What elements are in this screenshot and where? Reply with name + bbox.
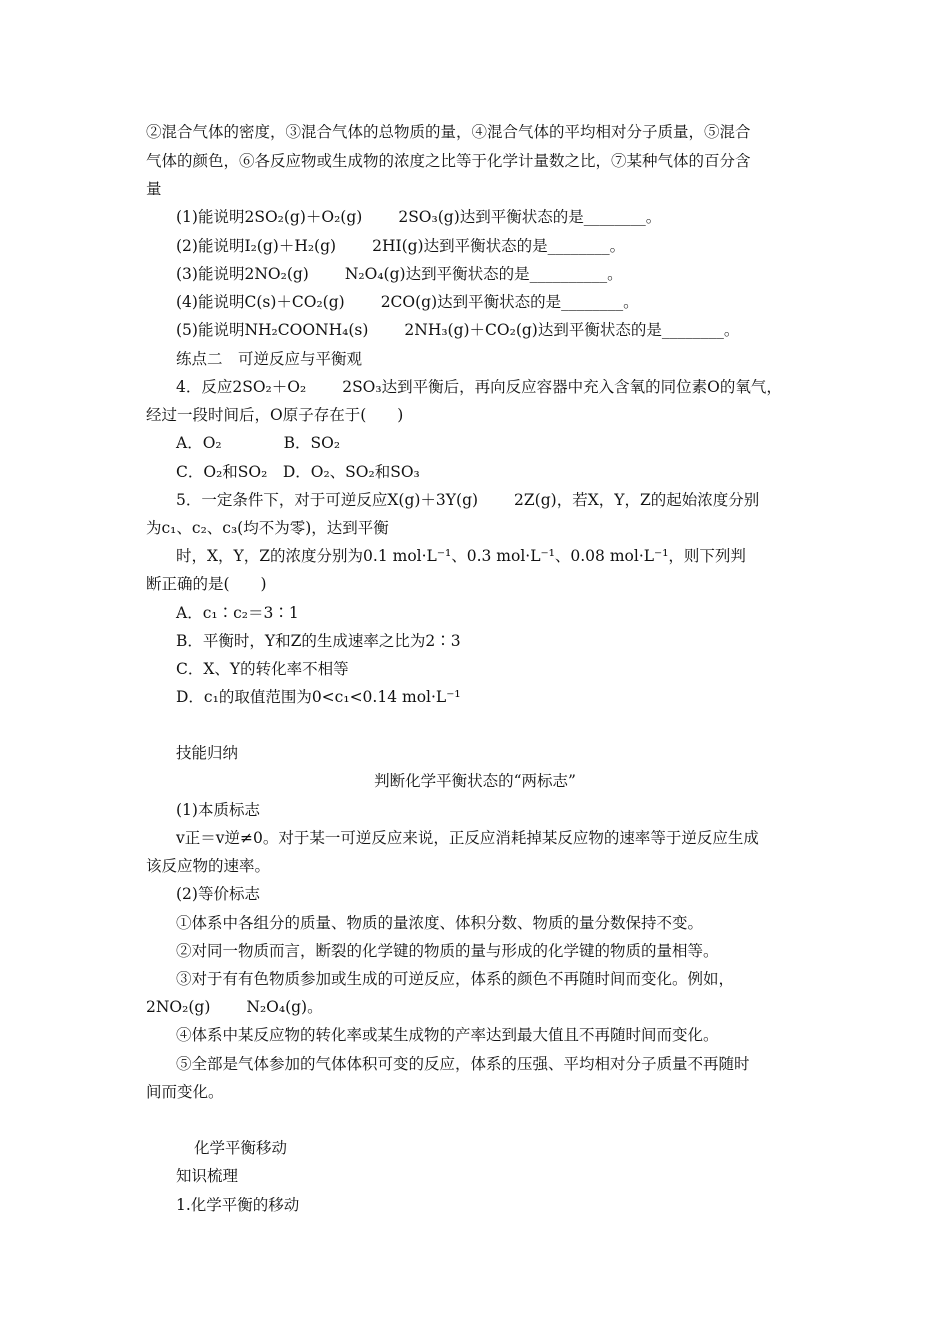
q3-item-5-eq-right: 2NH₃(g)＋CO₂(g) xyxy=(404,321,538,339)
q5-eq-left: X(g)＋3Y(g) xyxy=(387,491,479,509)
essence-line-1: v正＝v逆≠0。对于某一可逆反应来说，正反应消耗掉某反应物的速率等于逆反应生成 xyxy=(176,829,759,847)
q5-option-c: C．X、Y的转化率不相等 xyxy=(176,660,349,678)
section2-heading: 练点二 可逆反应与平衡观 xyxy=(176,350,363,368)
equiv-item-2: ②对同一物质而言，断裂的化学键的物质的量与形成的化学键的物质的量相等。 xyxy=(176,942,719,960)
skills-sub-1: (1)本质标志 xyxy=(176,801,260,819)
intro-line-2: 气体的颜色，⑥各反应物或生成物的浓度之比等于化学计量数之比，⑦某种气体的百分含 xyxy=(146,152,751,170)
q3-item-2-eq-right: 2HI(g) xyxy=(372,237,424,255)
q3-item-3-post: 达到平衡状态的是__________。 xyxy=(405,265,623,283)
q3-item-2-eq-left: I₂(g)＋H₂(g) xyxy=(244,237,337,255)
equiv-item-4: ④体系中某反应物的转化率或某生成物的产率达到最大值且不再随时间而变化。 xyxy=(176,1026,719,1044)
q3-item-2-pre: (2)能说明 xyxy=(176,237,245,255)
equiv-item-3: ③对于有有色物质参加或生成的可逆反应，体系的颜色不再随时间而变化。例如， xyxy=(176,970,735,988)
q3-item-1-eq-right: 2SO₃(g) xyxy=(398,208,460,226)
q3-item-5 xyxy=(176,317,739,344)
skills-title: 判断化学平衡状态的“两标志” xyxy=(374,772,576,790)
equiv-3-eq-right: N₂O₄(g)。 xyxy=(246,998,323,1016)
q3-item-5-post: 达到平衡状态的是________。 xyxy=(537,321,740,339)
q4-eq-right: 2SO₃ xyxy=(342,378,382,396)
q5-option-d: D．c₁的取值范围为0<c₁<0.14 mol·L⁻¹ xyxy=(176,688,461,706)
q3-item-3-pre: (3)能说明 xyxy=(176,265,245,283)
section3-sub: 知识梳理 xyxy=(176,1167,239,1185)
section3-heading: 化学平衡移动 xyxy=(194,1139,288,1157)
q3-item-4-eq-left: C(s)＋CO₂(g) xyxy=(244,293,345,311)
section3-item-1: 1.化学平衡的移动 xyxy=(176,1196,300,1214)
q5-pre: 5．一定条件下，对于可逆反应 xyxy=(176,491,388,509)
q5-post: ，若X，Y，Z的起始浓度分别 xyxy=(556,491,760,509)
q3-item-3 xyxy=(176,261,623,288)
equiv-item-3-example xyxy=(146,994,323,1021)
equiv-item-5-line-1: ⑤全部是气体参加的气体体积可变的反应，体系的压强、平均相对分子质量不再随时 xyxy=(176,1055,750,1073)
q5-line-4: 断正确的是( ) xyxy=(146,575,267,593)
q3-item-1 xyxy=(176,204,661,231)
q4-options-cd: C．O₂和SO₂ D．O₂、SO₂和SO₃ xyxy=(176,463,420,481)
q3-item-4 xyxy=(176,289,639,316)
intro-line-1: ②混合气体的密度，③混合气体的总物质的量，④混合气体的平均相对分子质量，⑤混合 xyxy=(146,123,751,141)
q3-item-2-post: 达到平衡状态的是________。 xyxy=(423,237,626,255)
q4-line-1 xyxy=(176,374,782,401)
intro-line-3: 量 xyxy=(146,180,162,198)
q5-option-a: A．c₁∶c₂＝3∶1 xyxy=(176,604,299,622)
equiv-3-eq-left: 2NO₂(g) xyxy=(146,998,211,1016)
q4-options-ab: A．O₂ B．SO₂ xyxy=(176,434,341,452)
skills-sub-2: (2)等价标志 xyxy=(176,885,260,903)
q5-line-1 xyxy=(176,487,759,514)
q3-item-4-pre: (4)能说明 xyxy=(176,293,245,311)
q3-item-1-post: 达到平衡状态的是________。 xyxy=(459,208,662,226)
q3-item-4-post: 达到平衡状态的是________。 xyxy=(437,293,639,311)
essence-line-2: 该反应物的速率。 xyxy=(146,857,271,875)
q3-item-1-pre: (1)能说明 xyxy=(176,208,245,226)
q3-item-5-eq-left: NH₂COONH₄(s) xyxy=(244,321,369,339)
q5-line-2: 为c₁、c₂、c₃(均不为零)，达到平衡 xyxy=(146,519,389,537)
equiv-item-5-line-2: 间而变化。 xyxy=(146,1083,224,1101)
q3-item-3-eq-left: 2NO₂(g) xyxy=(244,265,309,283)
skills-heading: 技能归纳 xyxy=(176,744,239,762)
q3-item-1-eq-left: 2SO₂(g)＋O₂(g) xyxy=(244,208,363,226)
q5-eq-right: 2Z(g) xyxy=(514,491,557,509)
q5-line-3: 时，X，Y，Z的浓度分别为0.1 mol·L⁻¹、0.3 mol·L⁻¹、0.08 mol·L⁻¹，则下列判 xyxy=(176,547,746,565)
q4-post: 达到平衡后，再向反应容器中充入含氧的同位素O的氧气， xyxy=(381,378,782,396)
q3-item-2 xyxy=(176,233,625,260)
q3-item-5-pre: (5)能说明 xyxy=(176,321,245,339)
q5-option-b: B．平衡时，Y和Z的生成速率之比为2∶3 xyxy=(176,632,461,650)
q4-pre: 4．反应 xyxy=(176,378,233,396)
q3-item-3-eq-right: N₂O₄(g) xyxy=(344,265,406,283)
equiv-item-1: ①体系中各组分的质量、物质的量浓度、体积分数、物质的量分数保持不变。 xyxy=(176,914,704,932)
q3-item-4-eq-right: 2CO(g) xyxy=(380,293,438,311)
q4-eq-left: 2SO₂＋O₂ xyxy=(232,378,307,396)
q4-line-2: 经过一段时间后，O原子存在于( ) xyxy=(146,406,404,424)
